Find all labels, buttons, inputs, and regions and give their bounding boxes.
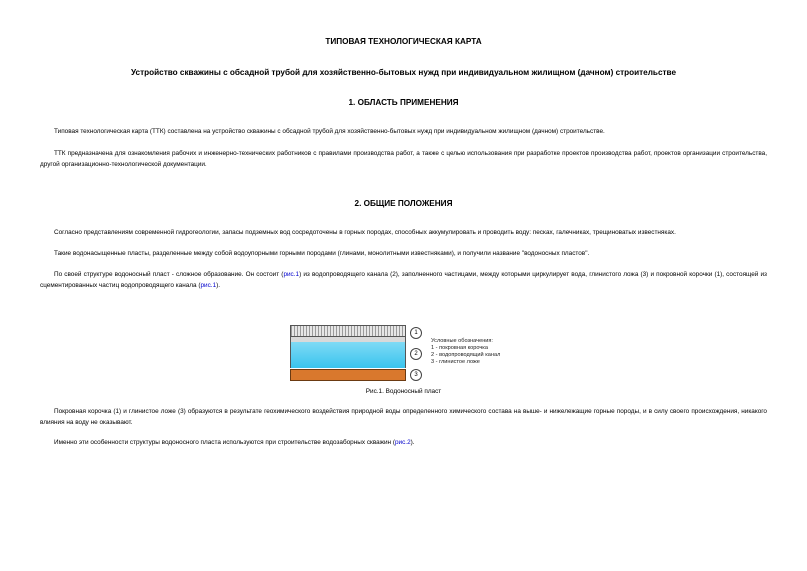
figure-1-caption: Рис.1. Водоносный пласт: [365, 388, 442, 395]
figure-1-link[interactable]: рис.1: [200, 281, 217, 289]
legend-item-1: 1 - покровная корочка: [431, 345, 488, 351]
layer-number-2: 2: [410, 348, 422, 360]
section-2-paragraph-2: Такие водонасыщенные пласты, разделенные между собой водоупорными горными породами (глинами, монолитными известняками), и получили название "водоносных пластов".: [54, 250, 590, 257]
paragraph-text: По своей структуре водоносный пласт - сложное образование. Он состоит (: [54, 271, 284, 278]
figure-legend: [431, 338, 500, 366]
legend-item-2: 2 - водопроводящий канал: [431, 352, 501, 358]
section-2-paragraph-4: Покровная корочка (1) и глинистое ложе (3) образуются в результате геохимического воздействия природной воды определенного химического состава на выше- и нижележащие горные породы, и в силу своего происхождения, никакого влияния на воду не оказывают.: [40, 408, 767, 426]
legend-item-3: 3 - глинистое ложе: [431, 359, 480, 365]
water-channel-layer: [290, 342, 406, 368]
section-2-paragraph-3: [40, 270, 767, 291]
legend-title: Условные обозначения:: [431, 338, 493, 344]
figure-aquifer-diagram: [290, 324, 530, 384]
layer-number-3: 3: [410, 369, 422, 381]
layer-number-1: 1: [410, 327, 422, 339]
section-1-paragraph-2: ТТК предназначена для ознакомления рабочих и инженерно-технических работников с правилами производства работ, а также с целью использования при разработке проектов производства работ, проектов организации строительства, другой организационно-технологической документации.: [40, 150, 767, 168]
paragraph-text: ).: [216, 281, 221, 289]
paragraph-text: ).: [410, 439, 415, 446]
paragraph-text: Именно эти особенности структуры водоносного пласта используются при строительстве водозаборных скважин (: [54, 439, 395, 446]
section-1-paragraph-1: Типовая технологическая карта (ТТК) составлена на устройство скважины с обсадной трубой для хозяйственно-бытовых нужд при индивидуальном жилищном (дачном) строительстве.: [54, 128, 605, 135]
crust-layer: [290, 325, 406, 337]
figure-2-link[interactable]: рис.2: [394, 439, 411, 446]
section-2-heading: 2. ОБЩИЕ ПОЛОЖЕНИЯ: [354, 199, 453, 208]
clay-bed-layer: [290, 369, 406, 381]
section-2-paragraph-1: Согласно представлениям современной гидрогеологии, запасы подземных вод сосредоточены в горных породах, способных аккумулировать и проводить воду: песках, галечниках, трещиноватых известняках.: [54, 229, 676, 236]
document-subtitle: Устройство скважины с обсадной трубой для хозяйственно-бытовых нужд при индивидуальном жилищном (дачном) строительстве: [130, 68, 677, 77]
paragraph-text: ) из водопроводящего канала (2), заполненного частицами, между которыми циркулирует вода, глинистого ложа (3) и покровной корочки (1), состоящей из сцементированных частиц водопроводящего канала (: [40, 271, 767, 289]
document-title: ТИПОВАЯ ТЕХНОЛОГИЧЕСКАЯ КАРТА: [325, 37, 482, 46]
section-1-heading: 1. ОБЛАСТЬ ПРИМЕНЕНИЯ: [348, 98, 459, 107]
figure-1-link[interactable]: рис.1: [283, 271, 300, 278]
section-2-paragraph-5: [40, 438, 767, 449]
